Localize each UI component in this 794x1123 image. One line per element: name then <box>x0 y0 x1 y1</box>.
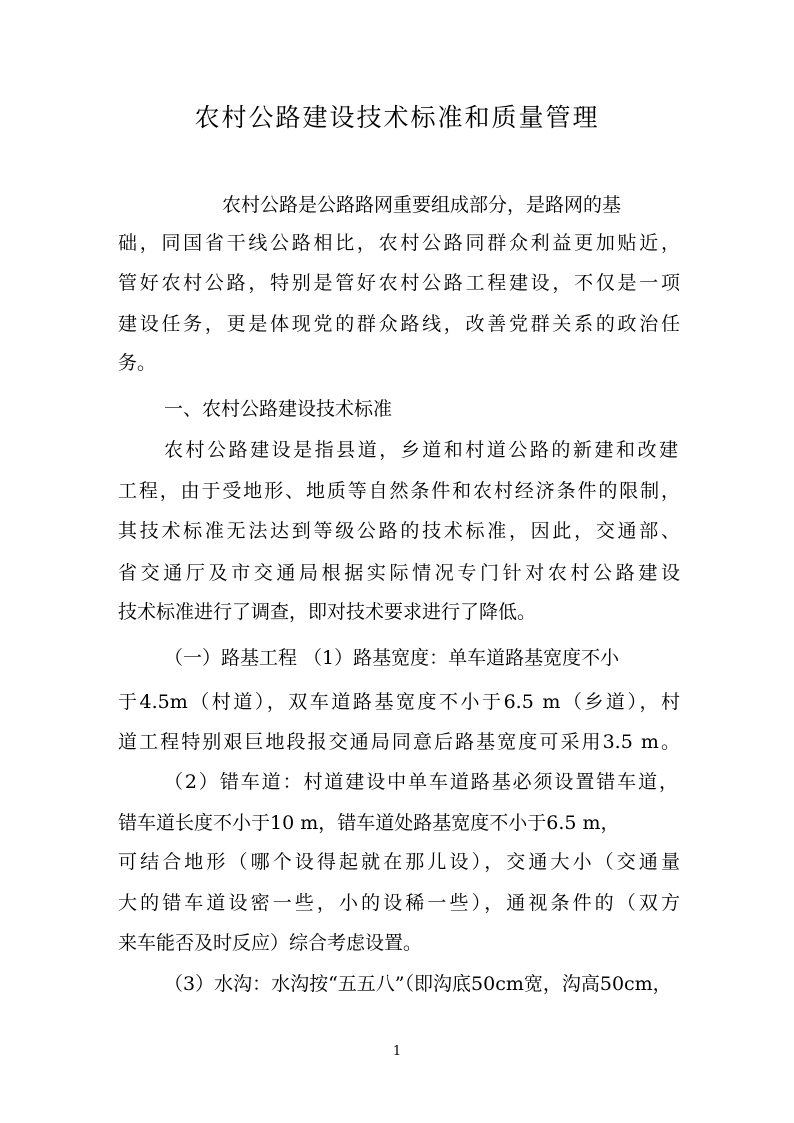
paragraph-line: 工程，由于受地形、地质等自然条件和农村经济条件的限制， <box>118 480 680 502</box>
document-title: 农村公路建设技术标准和质量管理 <box>194 103 600 132</box>
paragraph-line: （2）错车道：村道建设中单车道路基必须设置错车道， <box>164 771 678 793</box>
paragraph-line: 农村公路是公路路网重要组成部分，是路网的基 <box>222 194 622 216</box>
paragraph-line: 管好农村公路，特别是管好农村公路工程建设，不仅是一项 <box>118 272 680 294</box>
paragraph-line: 来车能否及时反应）综合考虑设置。 <box>118 932 423 954</box>
paragraph-line: （3）水沟：水沟按“五五八”（即沟底50cm宽，沟高50cm， <box>164 973 672 995</box>
page-number: 1 <box>392 1044 402 1059</box>
paragraph-line: 务。 <box>118 352 157 374</box>
paragraph-line: 省交通厅及市交通局根据实际情况专门针对农村公路建设 <box>118 562 680 584</box>
paragraph-line: 建设任务，更是体现党的群众路线，改善党群关系的政治任 <box>118 313 680 335</box>
paragraph-line: 大的错车道设密一些，小的设稀一些），通视条件的（双方 <box>118 892 680 914</box>
paragraph-line: 可结合地形（哪个设得起就在那儿设），交通大小（交通量 <box>118 851 680 873</box>
section-heading: 一、农村公路建设技术标准 <box>164 398 393 420</box>
paragraph-line: 其技术标准无法达到等级公路的技术标准，因此，交通部、 <box>118 520 680 542</box>
paragraph-line: 技术标准进行了调查，即对技术要求进行了降低。 <box>118 601 537 623</box>
paragraph-line: 于4.5m（村道），双车道路基宽度不小于6.5 m（乡道），村 <box>118 691 680 713</box>
paragraph-line: 道工程特别艰巨地段报交通局同意后路基宽度可采用3.5 m。 <box>118 731 680 753</box>
paragraph-line: 错车道长度不小于10 m，错车道处路基宽度不小于6.5 m， <box>118 812 620 834</box>
paragraph-line: 农村公路建设是指县道，乡道和村道公路的新建和改建 <box>164 439 678 461</box>
paragraph-line: （一）路基工程 （1）路基宽度：单车道路基宽度不小 <box>164 647 620 669</box>
paragraph-line: 础，同国省干线公路相比，农村公路同群众利益更加贴近， <box>118 232 680 254</box>
